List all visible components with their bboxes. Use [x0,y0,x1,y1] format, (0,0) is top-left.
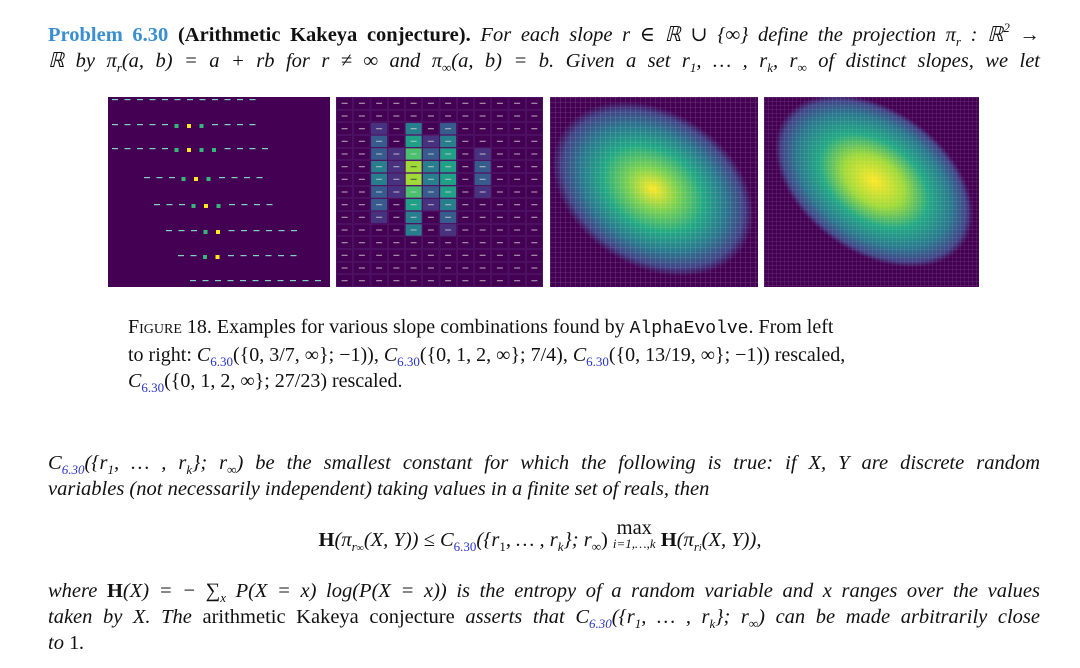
cell-label [393,280,399,281]
cell-label [514,204,520,205]
marker [203,255,207,259]
cell-label [342,204,348,205]
alphaevolve-code: AlphaEvolve [629,319,749,339]
cell-label [359,103,365,104]
cell-label [462,267,468,268]
marker [112,124,118,125]
cell-label [342,217,348,218]
cell-label [445,166,451,167]
cell-label [342,191,348,192]
const-ref-link[interactable]: 6.30 [210,354,233,369]
entropy-inequality: $H(\pi_{r\infty}(X$, $Y)) \le C_{6.30}(\{r_1$, … , $r_k$}; $r_\infty$) max i=1,…,k $H(\pi_{ri}(X$, Y)), [318,517,762,554]
cell-label [342,242,348,243]
cell-label [531,280,537,281]
cell-label [393,115,399,116]
marker [212,99,218,100]
cell-label [497,115,503,116]
cell-label [445,191,451,192]
marker [112,99,118,100]
cell-label [462,242,468,243]
marker [257,177,263,178]
cell-label [359,128,365,129]
cell-label [462,179,468,180]
cell-label [462,153,468,154]
cell-label [462,280,468,281]
cell-label [342,103,348,104]
marker [225,99,231,100]
cell-label [428,204,434,205]
cell-label [531,217,537,218]
cell-label [531,242,537,243]
cell-label [376,191,382,192]
marker [212,124,218,125]
cell-label [428,166,434,167]
cell-label [393,166,399,167]
cell-label [342,128,348,129]
marker [303,280,309,281]
problem-line2: ℝ by π [48,50,117,72]
cell-label [480,179,486,180]
marker [167,204,173,205]
cell-label [445,153,451,154]
cell-label [342,280,348,281]
cell-label [411,153,417,154]
cell-label [480,141,486,142]
marker [175,148,179,152]
marker [150,124,156,125]
marker [125,99,131,100]
marker [190,280,196,281]
cell-label [462,115,468,116]
marker [150,99,156,100]
cell-label [411,191,417,192]
cell-label [428,128,434,129]
cell-label [462,217,468,218]
marker [162,124,168,125]
cell-label [411,128,417,129]
cell-label [445,141,451,142]
cell-label [411,103,417,104]
marker [112,148,118,149]
cell-label [514,242,520,243]
marker [225,124,231,125]
cell-label [428,191,434,192]
cell-label [462,191,468,192]
cell-label [531,179,537,180]
cell-label [376,229,382,230]
cell-label [393,191,399,192]
marker [229,204,235,205]
marker [191,230,197,231]
cell-label [531,191,537,192]
marker [266,230,272,231]
cell-label [445,217,451,218]
cell-label [514,255,520,256]
cell-label [531,255,537,256]
cell-label [342,179,348,180]
marker [232,177,238,178]
cell-label [462,128,468,129]
cell-label [497,217,503,218]
entropy-paragraph: where H(X) = − $\sum_x$ P(X = x) log(P(X = x)) is the entropy of a random variable and x ranges over the values taken by X. The arithmetic Kakeya conjecture asserts that $C_{6.30}(\{r_1$, … , $r_k$}; $r_\infty$) can be made arbitrarily close to 1. [48,580,1040,654]
cell-label [376,217,382,218]
marker [175,99,181,100]
marker [207,177,211,181]
marker [267,204,273,205]
marker [290,280,296,281]
cell-label [393,128,399,129]
cell-label [411,204,417,205]
marker [191,255,197,256]
cell-label [411,166,417,167]
cell-label [393,255,399,256]
cell-label [531,153,537,154]
cell-label [359,242,365,243]
marker [250,124,256,125]
cell-label [497,128,503,129]
marker [279,230,285,231]
heatmap-panel-4 [764,97,979,287]
marker [315,280,321,281]
cell-label [359,229,365,230]
marker [162,148,168,149]
cell-label [428,179,434,180]
caption-text: Examples for various slope combinations found by [216,316,625,338]
cell-label [376,141,382,142]
cell-label [393,103,399,104]
cell-label [376,128,382,129]
cell-label [359,204,365,205]
cell-label [393,229,399,230]
problem-statement: Problem 6.30 (Arithmetic Kakeya conjecture). For each slope r ∈ ℝ ∪ {∞} define the projection $\pi_r$ : ℝ$^2$ → ℝ by $\pi_r(a$, b) = a + rb for r ≠ ∞ and $\pi_\infty(a$, b) = b. Given a set $r_1$, … , $r_k$, $r_\infty$ of distinct slopes, we let [48,20,1041,75]
cell-label [445,128,451,129]
marker [225,148,231,149]
marker [179,230,185,231]
cell-label [531,166,537,167]
cell-label [462,204,468,205]
marker [125,148,131,149]
marker [240,280,246,281]
cell-label [428,115,434,116]
cell-label [393,217,399,218]
marker [192,204,196,208]
cell-label [497,153,503,154]
marker [217,204,221,208]
cell-label [445,255,451,256]
cell-label [393,242,399,243]
marker [254,204,260,205]
cell-label [428,229,434,230]
cell-label [445,115,451,116]
marker [212,148,216,152]
cell-label [497,255,503,256]
marker [204,204,208,208]
marker [244,177,250,178]
heatmap-panel-3 [550,97,758,287]
marker [200,99,206,100]
cell-label [480,280,486,281]
marker [237,148,243,149]
cell-label [428,267,434,268]
marker [187,124,191,128]
marker [250,148,256,149]
marker [182,177,186,181]
cell-label [462,255,468,256]
marker [216,230,220,234]
cell-label [376,153,382,154]
cell-label [514,128,520,129]
cell-label [359,166,365,167]
cell-label [428,242,434,243]
cell-label [376,242,382,243]
marker [162,99,168,100]
marker [228,255,234,256]
cell-label [376,103,382,104]
cell-label [514,217,520,218]
marker [291,230,297,231]
cell-label [359,141,365,142]
cell-label [514,229,520,230]
cell-label [497,229,503,230]
marker [204,230,208,234]
cell-label [462,141,468,142]
cell-label [445,267,451,268]
cell-label [531,204,537,205]
cell-label [445,242,451,243]
heatmap-panel-2 [336,97,543,287]
cell-label [531,141,537,142]
cell-label [393,153,399,154]
marker [266,255,272,256]
cell-label [531,103,537,104]
marker [228,280,234,281]
cell-label [462,229,468,230]
cell-label [376,255,382,256]
marker [187,148,191,152]
marker [254,230,260,231]
heatmap-panel-1 [108,97,330,287]
cell-label [342,229,348,230]
cell-label [480,217,486,218]
marker [229,230,235,231]
cell-label [480,103,486,104]
marker [187,99,193,100]
cell-label [514,141,520,142]
marker [219,177,225,178]
cell-label [445,103,451,104]
cell-label [531,267,537,268]
cell-label [514,103,520,104]
marker [137,124,143,125]
cell-label [342,267,348,268]
marker [150,148,156,149]
problem-title: (Arithmetic Kakeya conjecture). [177,24,471,46]
marker [200,148,204,152]
cell-label [428,103,434,104]
cell-label [359,267,365,268]
cell-label [480,255,486,256]
cell-label [428,141,434,142]
cell-label [531,229,537,230]
marker [157,177,163,178]
cell-label [480,229,486,230]
cell-label [411,141,417,142]
cell-label [462,103,468,104]
cell-label [514,153,520,154]
marker [241,230,247,231]
cell-label [480,128,486,129]
cell-label [342,255,348,256]
cell-label [497,267,503,268]
cell-label [359,255,365,256]
cell-label [376,115,382,116]
marker [194,177,198,181]
cell-label [411,267,417,268]
cell-label [497,191,503,192]
cell-label [359,217,365,218]
cell-label [393,141,399,142]
cell-label [342,153,348,154]
cell-label [445,280,451,281]
marker [169,177,175,178]
cell-label [514,166,520,167]
cell-label [497,242,503,243]
cell-label [480,204,486,205]
cell-label [393,267,399,268]
cell-label [480,242,486,243]
cell-label [359,153,365,154]
marker [253,280,259,281]
marker [250,99,256,100]
marker [265,280,271,281]
cell-label [445,204,451,205]
cell-label [342,115,348,116]
cell-label [411,217,417,218]
cell-label [411,242,417,243]
marker [175,124,179,128]
marker [178,255,184,256]
figure-label: Figure 18. [128,316,212,338]
cell-label [359,179,365,180]
marker [291,255,297,256]
cell-label [393,179,399,180]
cell-label [514,191,520,192]
cell-label [445,179,451,180]
cell-label [359,115,365,116]
marker [215,280,221,281]
problem-line1: For each slope r ∈ ℝ ∪ {∞} define the projection π [480,24,956,46]
cell-label [445,229,451,230]
cell-label [376,267,382,268]
definition-line2: variables (not necessarily independent) taking values in a finite set of reals, then [48,478,710,500]
cell-label [480,267,486,268]
cell-label [411,115,417,116]
cell-label [480,153,486,154]
marker [166,230,172,231]
cell-label [342,166,348,167]
cell-label [376,204,382,205]
marker [125,124,131,125]
cell-label [497,166,503,167]
cell-label [428,153,434,154]
cell-label [376,166,382,167]
cell-label [428,280,434,281]
cell-label [497,280,503,281]
marker [203,280,209,281]
problem-label[interactable]: Problem 6.30 [48,24,169,46]
cell-label [359,191,365,192]
cell-label [497,179,503,180]
cell-label [497,103,503,104]
marker [241,255,247,256]
marker [179,204,185,205]
marker [237,124,243,125]
cell-label [480,115,486,116]
cell-label [376,280,382,281]
marker [278,280,284,281]
marker [278,255,284,256]
definition-paragraph: $C_{6.30}(\{r_1$, … , $r_k$}; $r_\infty$) be the smallest constant for which the following is true: if X, Y are discrete random variables (not necessarily independent) taking values in a finite set of reals, then [48,452,1040,500]
marker [137,148,143,149]
cell-label [514,179,520,180]
cell-label [514,115,520,116]
marker [154,204,160,205]
cell-label [411,280,417,281]
marker [237,99,243,100]
marker [144,177,150,178]
marker [262,148,268,149]
cell-label [531,115,537,116]
cell-label [497,204,503,205]
cell-label [342,141,348,142]
marker [216,255,220,259]
cell-label [393,204,399,205]
cell-label [480,166,486,167]
cell-label [428,217,434,218]
cell-label [531,128,537,129]
cell-label [411,255,417,256]
marker [253,255,259,256]
cell-label [428,255,434,256]
cell-label [514,267,520,268]
marker [200,124,204,128]
cell-label [497,141,503,142]
cell-label [514,280,520,281]
cell-label [462,166,468,167]
marker [242,204,248,205]
cell-label [411,179,417,180]
cell-label [480,191,486,192]
marker [137,99,143,100]
cell-label [359,280,365,281]
cell-label [376,179,382,180]
cell-label [411,229,417,230]
figure-caption: Figure 18. Examples for various slope combinations found by AlphaEvolve. From left to right: $C_{6.30}(\{0$, 3/7, ∞}; −1)), $C_{6.30}(\{0$, 1, 2, ∞}; 7/4), $C_{6.30}(\{0$, 13/19, ∞}; −1)) rescaled, $C_{6.30}(\{0$, 1, 2, ∞}; 27/23) rescaled. [128,316,846,395]
